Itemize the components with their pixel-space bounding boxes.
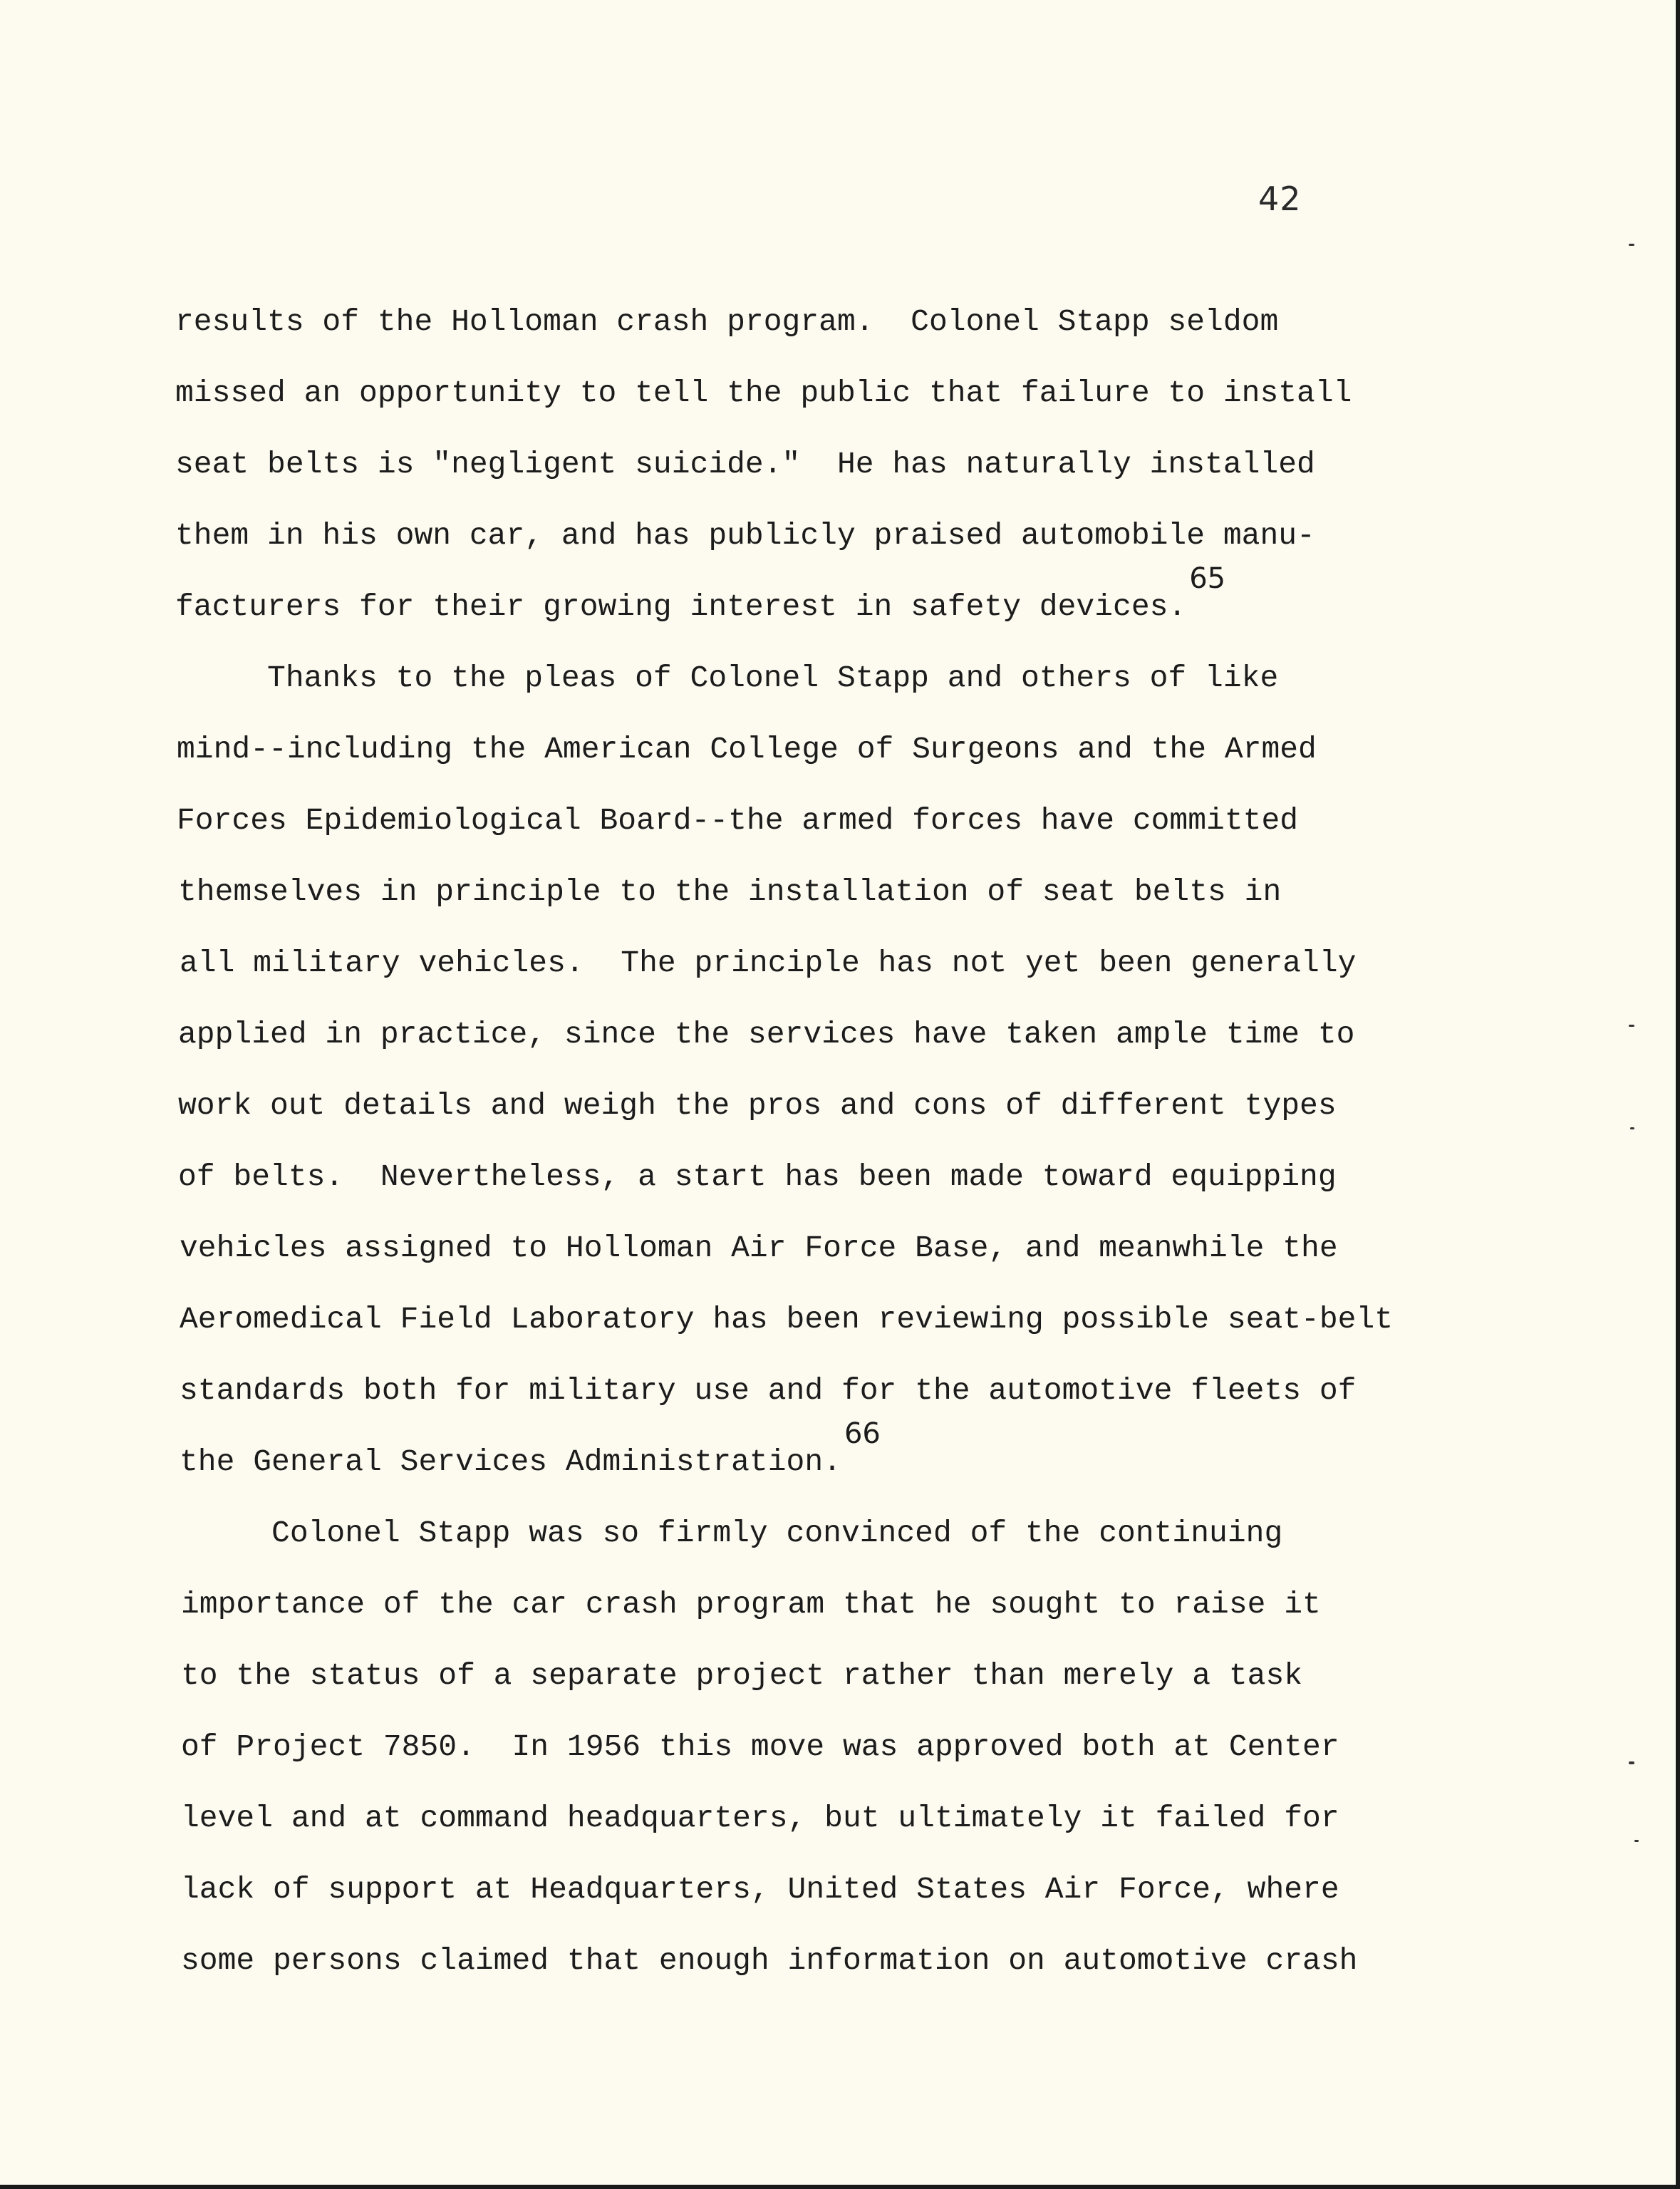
text-line bbox=[175, 514, 1315, 557]
text-line bbox=[178, 1156, 1337, 1199]
line-text: Aeromedical Field Laboratory has been reviewing possible seat-belt bbox=[180, 1302, 1394, 1337]
text-line bbox=[175, 657, 1278, 700]
text-line bbox=[181, 1583, 1321, 1626]
line-text: seat belts is "negligent suicide." He has naturally installed bbox=[175, 447, 1315, 482]
line-text: Forces Epidemiological Board--the armed forces have committed bbox=[177, 803, 1299, 838]
line-text: lack of support at Headquarters, United States Air Force, where bbox=[181, 1872, 1339, 1907]
line-text: some persons claimed that enough information on automotive crash bbox=[181, 1943, 1358, 1978]
line-text: missed an opportunity to tell the public that failure to install bbox=[175, 376, 1352, 410]
line-text: of Project 7850. In 1956 this move was approved both at Center bbox=[181, 1729, 1339, 1764]
page-number: 42 bbox=[1258, 180, 1302, 218]
line-text: level and at command headquarters, but ultimately it failed for bbox=[181, 1801, 1339, 1836]
text-line bbox=[180, 1227, 1338, 1270]
line-text: work out details and weigh the pros and cons of different types bbox=[178, 1088, 1337, 1123]
line-text: vehicles assigned to Holloman Air Force Base, and meanwhile the bbox=[180, 1231, 1338, 1266]
scan-speck bbox=[1630, 1127, 1634, 1129]
text-line bbox=[180, 1298, 1393, 1341]
line-text: the General Services Administration. bbox=[180, 1444, 841, 1479]
text-line bbox=[181, 1940, 1357, 1982]
text-line bbox=[181, 1726, 1339, 1769]
scan-speck bbox=[1634, 1840, 1639, 1842]
text-line bbox=[180, 1417, 881, 1484]
line-text: mind--including the American College of Surgeons and the Armed bbox=[177, 732, 1317, 767]
text-line bbox=[181, 1655, 1302, 1697]
text-line bbox=[175, 301, 1278, 343]
footnote-marker: 66 bbox=[844, 1417, 881, 1450]
text-line bbox=[178, 1085, 1337, 1127]
line-text: them in his own car, and has publicly praised automobile manu- bbox=[175, 518, 1315, 553]
line-text: results of the Holloman crash program. Colonel Stapp seldom bbox=[175, 304, 1279, 339]
line-text: applied in practice, since the services have taken ample time to bbox=[178, 1017, 1355, 1052]
text-line bbox=[181, 1797, 1339, 1840]
line-text: all military vehicles. The principle has not yet been generally bbox=[180, 946, 1357, 980]
text-line bbox=[175, 443, 1315, 486]
scan-speck bbox=[1629, 244, 1634, 246]
text-line bbox=[178, 1013, 1354, 1056]
text-line bbox=[180, 1512, 1282, 1555]
text-line bbox=[175, 372, 1352, 415]
line-text: themselves in principle to the installation of seat belts in bbox=[178, 874, 1282, 909]
line-text: to the status of a separate project rather than merely a task bbox=[181, 1658, 1303, 1693]
text-line bbox=[175, 562, 1226, 628]
text-line bbox=[177, 799, 1298, 842]
scan-speck bbox=[1629, 1025, 1634, 1027]
text-line bbox=[181, 1868, 1339, 1911]
line-text: of belts. Nevertheless, a start has been made toward equipping bbox=[178, 1159, 1337, 1194]
text-line bbox=[177, 728, 1317, 771]
line-text: Thanks to the pleas of Colonel Stapp and others of like bbox=[175, 661, 1279, 695]
text-line bbox=[178, 871, 1281, 914]
text-line bbox=[180, 1370, 1356, 1412]
text-line bbox=[180, 942, 1356, 985]
line-text: Colonel Stapp was so firmly convinced of the continuing bbox=[180, 1516, 1283, 1551]
line-text: standards both for military use and for the automotive fleets of bbox=[180, 1373, 1357, 1408]
footnote-marker: 65 bbox=[1189, 562, 1226, 595]
line-text: facturers for their growing interest in safety devices. bbox=[175, 589, 1187, 624]
scan-speck bbox=[1629, 1761, 1634, 1764]
line-text: importance of the car crash program that he sought to raise it bbox=[181, 1587, 1321, 1622]
